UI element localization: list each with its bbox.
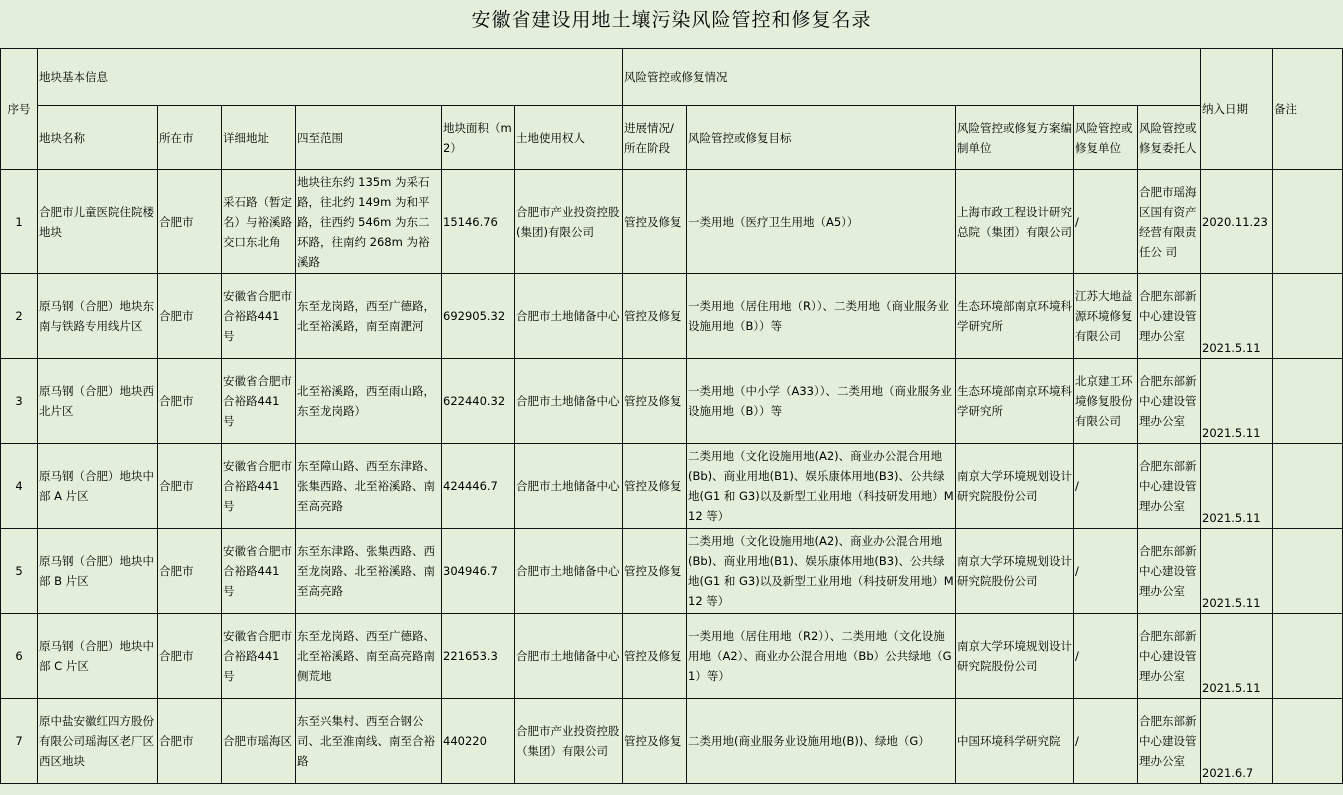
group-basic-info: 地块基本信息 (38, 49, 623, 106)
remark-cell (1273, 529, 1343, 614)
seq-cell: 6 (1, 614, 38, 699)
seq-cell: 5 (1, 529, 38, 614)
header-remark: 备注 (1273, 49, 1343, 170)
date-cell: 2021.5.11 (1201, 444, 1273, 529)
name-cell: 原马钢（合肥）地块东南与铁路专用线片区 (38, 274, 158, 359)
date-cell: 2021.5.11 (1201, 274, 1273, 359)
remark-cell (1273, 444, 1343, 529)
header-area: 地块面积（m2） (442, 106, 515, 170)
area-cell: 622440.32 (442, 359, 515, 444)
city-cell: 合肥市 (158, 529, 222, 614)
target-cell: 二类用地(商业服务业设施用地(B))、绿地（G） (687, 699, 956, 784)
table-row (1, 614, 1343, 699)
client-cell: 合肥东部新中心建设管理办公室 (1138, 274, 1201, 359)
exec-unit-cell: / (1074, 444, 1138, 529)
exec-unit-cell: / (1074, 529, 1138, 614)
name-cell: 原马钢（合肥）地块西北片区 (38, 359, 158, 444)
date-cell: 2021.6.7 (1201, 699, 1273, 784)
remark-cell (1273, 614, 1343, 699)
target-cell: 一类用地（居住用地（R））、二类用地（商业服务业设施用地（B））等 (687, 274, 956, 359)
area-cell: 221653.3 (442, 614, 515, 699)
seq-cell: 3 (1, 359, 38, 444)
header-seq: 序号 (1, 49, 38, 170)
header-address: 详细地址 (222, 106, 296, 170)
client-cell: 合肥东部新中心建设管理办公室 (1138, 529, 1201, 614)
area-cell: 424446.7 (442, 444, 515, 529)
header-owner: 土地使用权人 (515, 106, 623, 170)
address-cell: 安徽省合肥市合裕路441 号 (222, 444, 296, 529)
table-row (1, 170, 1343, 274)
page-title: 安徽省建设用地土壤污染风险管控和修复名录 (471, 9, 872, 31)
owner-cell: 合肥市土地储备中心 (515, 529, 623, 614)
boundary-cell: 东至东津路、张集西路、西至龙岗路、北至裕溪路、南至高亮路 (296, 529, 442, 614)
exec-unit-cell: / (1074, 614, 1138, 699)
table-row (1, 699, 1343, 784)
area-cell: 304946.7 (442, 529, 515, 614)
header-boundary: 四至范围 (296, 106, 442, 170)
stage-cell: 管控及修复 (623, 699, 687, 784)
stage-cell: 管控及修复 (623, 274, 687, 359)
city-cell: 合肥市 (158, 274, 222, 359)
owner-cell: 合肥市土地储备中心 (515, 359, 623, 444)
area-cell: 15146.76 (442, 170, 515, 274)
plan-unit-cell: 南京大学环境规划设计研究院股份公司 (956, 614, 1074, 699)
target-cell: 一类用地（居住用地（R2））、二类用地（文化设施用地（A2）、商业办公混合用地（Bb）公共绿地（G1）等） (687, 614, 956, 699)
client-cell: 合肥市瑶海区国有资产经营有限责任公 司 (1138, 170, 1201, 274)
owner-cell: 合肥市土地储备中心 (515, 614, 623, 699)
table-row (1, 274, 1343, 359)
boundary-cell: 东至龙岗路、西至广德路、北至裕溪路、南至高亮路南侧荒地 (296, 614, 442, 699)
date-cell: 2021.5.11 (1201, 614, 1273, 699)
table-row (1, 529, 1343, 614)
client-cell: 合肥东部新中心建设管理办公室 (1138, 359, 1201, 444)
stage-cell: 管控及修复 (623, 170, 687, 274)
owner-cell: 合肥市产业投资控股（集团）有限公司 (515, 699, 623, 784)
client-cell: 合肥东部新中心建设管理办公室 (1138, 699, 1201, 784)
exec-unit-cell: 江苏大地益源环境修复有限公司 (1074, 274, 1138, 359)
header-date: 纳入日期 (1201, 49, 1273, 170)
city-cell: 合肥市 (158, 444, 222, 529)
table-row (1, 444, 1343, 529)
seq-cell: 7 (1, 699, 38, 784)
client-cell: 合肥东部新中心建设管理办公室 (1138, 614, 1201, 699)
address-cell: 安徽省合肥市合裕路441 号 (222, 529, 296, 614)
plan-unit-cell: 南京大学环境规划设计研究院股份公司 (956, 529, 1074, 614)
seq-cell: 2 (1, 274, 38, 359)
stage-cell: 管控及修复 (623, 444, 687, 529)
header-city: 所在市 (158, 106, 222, 170)
boundary-cell: 东至兴集村、西至合钢公司、北至淮南线、南至合裕路 (296, 699, 442, 784)
exec-unit-cell: / (1074, 170, 1138, 274)
name-cell: 原马钢（合肥）地块中部 C 片区 (38, 614, 158, 699)
address-cell: 安徽省合肥市合裕路441 号 (222, 614, 296, 699)
owner-cell: 合肥市土地储备中心 (515, 444, 623, 529)
target-cell: 二类用地（文化设施用地(A2)、商业办公混合用地(Bb)、商业用地(B1)、娱乐康体用地(B3)、公共绿地(G1 和 G3)以及新型工业用地（科技研发用地）M12 等） (687, 444, 956, 529)
boundary-cell: 东至龙岗路，西至广德路，北至裕溪路，南至南淝河 (296, 274, 442, 359)
address-cell: 采石路（暂定名）与裕溪路交口东北角 (222, 170, 296, 274)
name-cell: 原中盐安徽红四方股份有限公司瑶海区老厂区西区地块 (38, 699, 158, 784)
owner-cell: 合肥市产业投资控股(集团)有限公司 (515, 170, 623, 274)
header-stage: 进展情况/所在阶段 (623, 106, 687, 170)
table-row (1, 359, 1343, 444)
exec-unit-cell: / (1074, 699, 1138, 784)
name-cell: 原马钢（合肥）地块中部 B 片区 (38, 529, 158, 614)
boundary-cell: 地块往东约 135m 为采石路，往北约 149m 为和平路，往西约 546m 为东二环路，往南约 268m 为裕溪路 (296, 170, 442, 274)
seq-cell: 1 (1, 170, 38, 274)
header-client: 风险管控或修复委托人 (1138, 106, 1201, 170)
plan-unit-cell: 上海市政工程设计研究总院（集团）有限公司 (956, 170, 1074, 274)
target-cell: 二类用地（文化设施用地(A2)、商业办公混合用地(Bb)、商业用地(B1)、娱乐康体用地(B3)、公共绿地(G1 和 G3)以及新型工业用地（科技研发用地）M12 等） (687, 529, 956, 614)
header-plan-unit: 风险管控或修复方案编制单位 (956, 106, 1074, 170)
remark-cell (1273, 170, 1343, 274)
plan-unit-cell: 南京大学环境规划设计研究院股份公司 (956, 444, 1074, 529)
city-cell: 合肥市 (158, 170, 222, 274)
address-cell: 安徽省合肥市合裕路441 号 (222, 359, 296, 444)
stage-cell: 管控及修复 (623, 529, 687, 614)
stage-cell: 管控及修复 (623, 614, 687, 699)
plan-unit-cell: 中国环境科学研究院 (956, 699, 1074, 784)
remark-cell (1273, 359, 1343, 444)
client-cell: 合肥东部新中心建设管理办公室 (1138, 444, 1201, 529)
date-cell: 2021.5.11 (1201, 359, 1273, 444)
city-cell: 合肥市 (158, 699, 222, 784)
date-cell: 2020.11.23 (1201, 170, 1273, 274)
group-risk-info: 风险管控或修复情况 (623, 49, 1201, 106)
date-cell: 2021.5.11 (1201, 529, 1273, 614)
city-cell: 合肥市 (158, 614, 222, 699)
boundary-cell: 东至障山路、西至东津路、张集西路、北至裕溪路、南至高亮路 (296, 444, 442, 529)
seq-cell: 4 (1, 444, 38, 529)
plan-unit-cell: 生态环境部南京环境科学研究所 (956, 274, 1074, 359)
address-cell: 合肥市瑶海区 (222, 699, 296, 784)
header-name: 地块名称 (38, 106, 158, 170)
column-header-row (1, 106, 1343, 170)
group-header-row (1, 49, 1343, 106)
city-cell: 合肥市 (158, 359, 222, 444)
area-cell: 440220 (442, 699, 515, 784)
stage-cell: 管控及修复 (623, 359, 687, 444)
header-exec-unit: 风险管控或修复单位 (1074, 106, 1138, 170)
remark-cell (1273, 274, 1343, 359)
exec-unit-cell: 北京建工环境修复股份有限公司 (1074, 359, 1138, 444)
owner-cell: 合肥市土地储备中心 (515, 274, 623, 359)
remark-cell (1273, 699, 1343, 784)
boundary-cell: 北至裕溪路，西至雨山路，东至龙岗路） (296, 359, 442, 444)
target-cell: 一类用地（中小学（A33））、二类用地（商业服务业设施用地（B））等 (687, 359, 956, 444)
name-cell: 合肥市儿童医院住院楼地块 (38, 170, 158, 274)
name-cell: 原马钢（合肥）地块中部 A 片区 (38, 444, 158, 529)
registry-table (0, 48, 1343, 784)
plan-unit-cell: 生态环境部南京环境科学研究所 (956, 359, 1074, 444)
area-cell: 692905.32 (442, 274, 515, 359)
address-cell: 安徽省合肥市合裕路441 号 (222, 274, 296, 359)
header-target: 风险管控或修复目标 (687, 106, 956, 170)
target-cell: 一类用地（医疗卫生用地（A5）） (687, 170, 956, 274)
